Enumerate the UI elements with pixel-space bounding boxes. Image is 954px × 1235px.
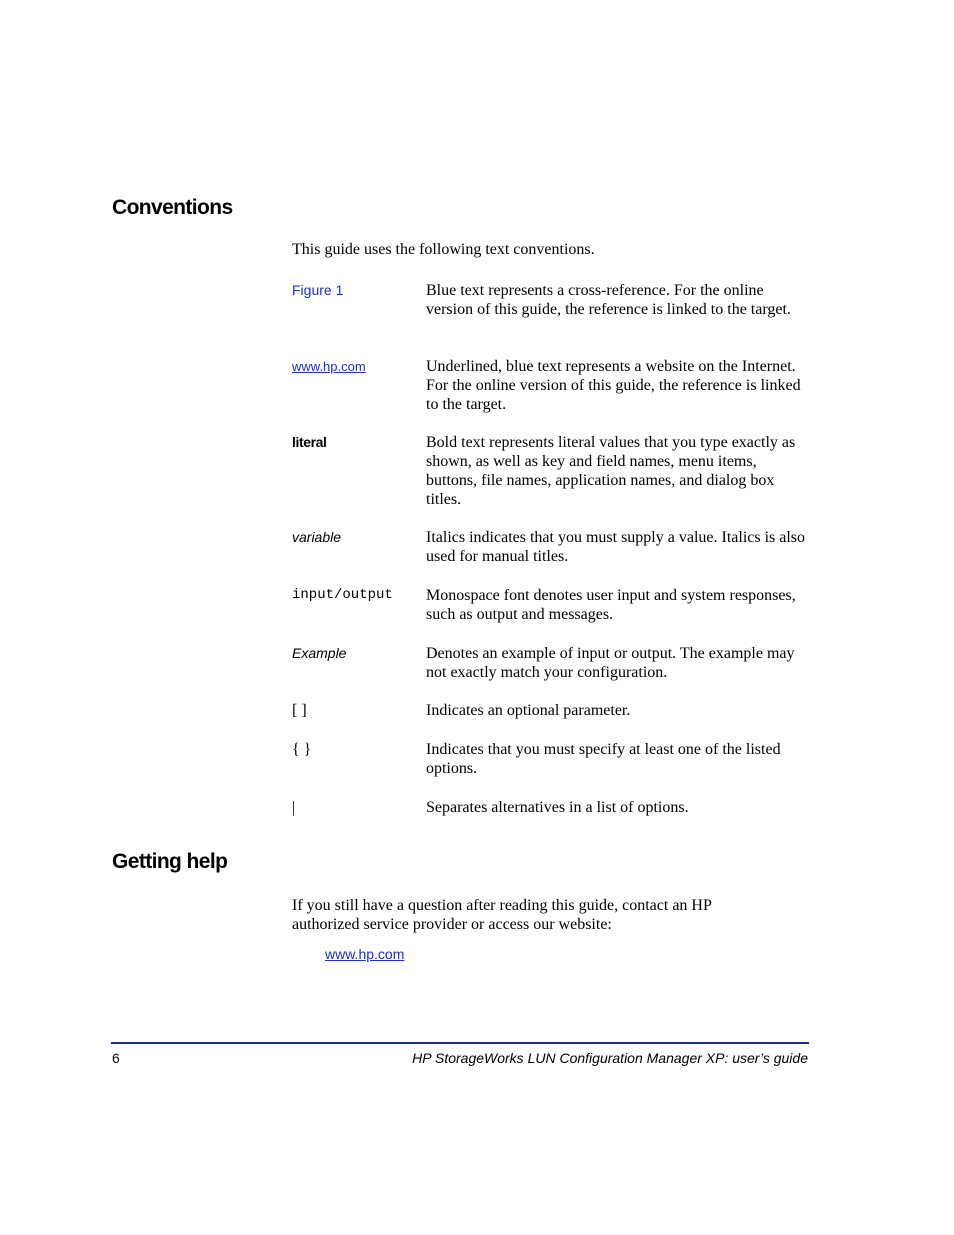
convention-term-braces: { }	[292, 741, 312, 758]
website-link[interactable]: www.hp.com	[325, 946, 405, 962]
footer-rule	[111, 1042, 809, 1044]
conventions-intro: This guide uses the following text conventions.	[292, 241, 595, 258]
footer-book-title: HP StorageWorks LUN Configuration Manager XP: user’s guide	[412, 1050, 808, 1066]
convention-term-example: Example	[292, 645, 347, 661]
convention-description: Italics indicates that you must supply a value. Italics is also used for manual titles.	[426, 529, 806, 565]
page-number: 6	[112, 1050, 120, 1066]
convention-description: Underlined, blue text represents a website on the Internet. For the online version of this guide, the reference is linked to the target.	[426, 358, 801, 413]
convention-description: Indicates that you must specify at least one of the listed options.	[426, 741, 781, 777]
convention-description: Separates alternatives in a list of options.	[426, 799, 689, 816]
convention-term-variable: variable	[292, 529, 342, 545]
convention-term-literal: literal	[292, 434, 327, 450]
getting-help-paragraph: If you still have a question after reading this guide, contact an HP authorized service provider or access our website:	[292, 897, 712, 933]
convention-description: Blue text represents a cross-reference. For the online version of this guide, the reference is linked to the target.	[426, 282, 791, 318]
convention-term-brackets: [ ]	[292, 702, 307, 719]
conventions-heading: Conventions	[112, 196, 233, 219]
convention-term-monospace: input/output	[292, 587, 393, 603]
convention-term-xref[interactable]: Figure 1	[292, 282, 344, 298]
convention-term-pipe: |	[292, 799, 296, 816]
convention-term-website[interactable]: www.hp.com	[292, 359, 366, 374]
getting-help-heading: Getting help	[112, 850, 228, 873]
convention-description: Denotes an example of input or output. The example may not exactly match your configuration.	[426, 645, 795, 681]
convention-description: Indicates an optional parameter.	[426, 702, 631, 719]
convention-description: Monospace font denotes user input and system responses, such as output and messages.	[426, 587, 796, 623]
convention-description: Bold text represents literal values that you type exactly as shown, as well as key and field names, menu items, buttons, file names, application names, and dialog box titles.	[426, 434, 796, 508]
